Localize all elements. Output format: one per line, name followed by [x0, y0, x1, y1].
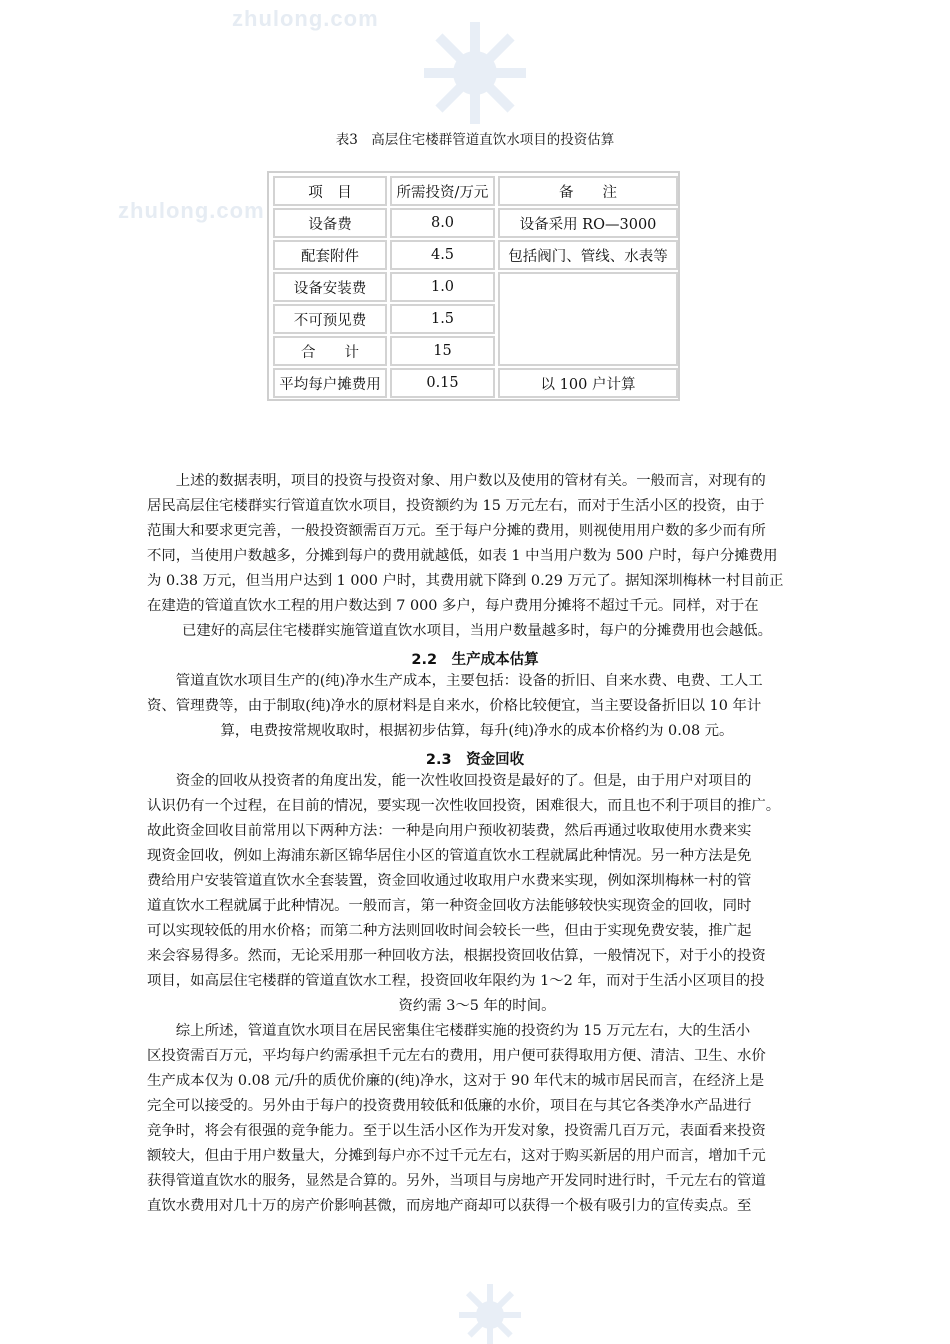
text-line: 故此资金回收目前常用以下两种方法：一种是向用户预收初装费，然后再通过收取使用水费来实 — [147, 823, 752, 839]
paragraph-investment-analysis — [147, 469, 807, 644]
text-line: 认识仍有一个过程，在目前的情况，要实现一次性收回投资，困难很大，而且也不利于项目的推广。 — [147, 798, 781, 814]
table-cell: 15 — [390, 336, 495, 366]
table-header-item: 项 目 — [273, 176, 387, 206]
table-header-remark: 备 注 — [498, 176, 678, 206]
text-line: 资、管理费等，由于制取(纯)净水的原材料是自来水，价格比较便宜，当主要设备折旧以 10 年计 — [147, 698, 762, 714]
section-heading-2-2: 2.2 生产成本估算 — [411, 652, 539, 668]
table-cell: 合 计 — [273, 336, 387, 366]
text-line: 来会容易得多。然而，无论采用那一种回收方法，根据投资回收估算，一般情况下，对于小的投资 — [147, 948, 766, 964]
table-cell: 1.0 — [390, 272, 495, 302]
text-line: 直饮水费用对几十万的房产价影响甚微，而房地产商却可以获得一个极有吸引力的宣传卖点。至 — [147, 1198, 752, 1214]
text-line: 道直饮水工程就属于此种情况。一般而言，第一种资金回收方法能够较快实现资金的回收，同时 — [147, 898, 752, 914]
section-heading-2-3: 2.3 资金回收 — [425, 752, 525, 768]
text-line: 费给用户安装管道直饮水全套装置，资金回收通过收取用户水费来实现，例如深圳梅林一村的管 — [147, 873, 752, 889]
text-line: 生产成本仅为 0.08 元/升的质优价廉的(纯)净水，这对于 90 年代末的城市居民而言，在经济上是 — [147, 1073, 765, 1089]
table-cell: 设备采用 RO—3000 — [498, 208, 678, 238]
text-line: 管道直饮水项目生产的(纯)净水生产成本，主要包括：设备的折旧、自来水费、电费、工人工 — [147, 673, 763, 689]
text-line: 综上所述，管道直饮水项目在居民密集住宅楼群实施的投资约为 15 万元左右，大的生活小 — [147, 1023, 751, 1039]
table-cell: 包括阀门、管线、水表等 — [498, 240, 678, 270]
text-line: 资约需 3～5 年的时间。 — [398, 998, 556, 1014]
text-line: 额较大，但由于用户数量大，分摊到每户亦不过千元左右，这对于购买新居的用户而言，增加千元 — [147, 1148, 766, 1164]
text-line: 资金的回收从投资者的角度出发，能一次性收回投资是最好的了。但是，由于用户对项目的 — [147, 773, 752, 789]
text-line: 上述的数据表明，项目的投资与投资对象、用户数以及使用的管材有关。一般而言，对现有的 — [147, 473, 766, 489]
table-cell: 1.5 — [390, 304, 495, 334]
text-line: 竞争时，将会有很强的竞争能力。至于以生活小区作为开发对象，投资需几百万元，表面看来投资 — [147, 1123, 766, 1139]
investment-table — [267, 171, 680, 401]
text-line: 算，电费按常规收取时，根据初步估算，每升(纯)净水的成本价格约为 0.08 元。 — [220, 723, 734, 739]
text-line: 为 0.38 万元，但当用户达到 1 000 户时，其费用就下降到 0.29 万元了。据知深圳梅林一村目前正 — [147, 573, 784, 589]
table-cell: 设备费 — [273, 208, 387, 238]
text-line: 在建造的管道直饮水工程的用户数达到 7 000 多户，每户费用分摊将不超过千元。同样，对于在 — [147, 598, 759, 614]
text-line: 范围大和要求更完善，一般投资额需百万元。至于每户分摊的费用，则视使用用户数的多少而有所 — [147, 523, 766, 539]
table-cell: 以 100 户计算 — [498, 368, 678, 398]
text-line: 获得管道直饮水的服务，显然是合算的。另外，当项目与房地产开发同时进行时，千元左右的管道 — [147, 1173, 766, 1189]
text-line: 可以实现较低的用水价格；而第二种方法则回收时间会较长一些，但由于实现免费安装，推广起 — [147, 923, 752, 939]
table-cell: 平均每户摊费用 — [273, 368, 387, 398]
text-line: 现资金回收，例如上海浦东新区锦华居住小区的管道直饮水工程就属此种情况。另一种方法是免 — [147, 848, 752, 864]
snowflake-logo-bottom-icon — [455, 1280, 525, 1344]
text-line: 不同，当使用户数越多，分摊到每户的费用就越低，如表 1 中当用户数为 500 户时，每户分摊费用 — [147, 548, 778, 564]
text-line: 已建好的高层住宅楼群实施管道直饮水项目，当用户数量越多时，每户的分摊费用也会越低。 — [181, 623, 773, 639]
text-line: 居民高层住宅楼群实行管道直饮水项目，投资额约为 15 万元左右，而对于生活小区的投资，由于 — [147, 498, 765, 514]
table-header-investment: 所需投资/万元 — [390, 176, 495, 206]
table-cell: 设备安装费 — [273, 272, 387, 302]
paragraph-fund-recovery — [147, 769, 807, 1019]
table-cell-merged — [498, 272, 678, 366]
watermark-mid: zhulong.com — [118, 198, 265, 223]
text-line: 项目，如高层住宅楼群的管道直饮水工程，投资回收年限约为 1～2 年，而对于生活小区项目的投 — [147, 973, 765, 989]
table-cell: 不可预见费 — [273, 304, 387, 334]
table-cell: 4.5 — [390, 240, 495, 270]
table-cell: 配套附件 — [273, 240, 387, 270]
text-line: 区投资需百万元，平均每户约需承担千元左右的费用，用户便可获得取用方便、清洁、卫生、水价 — [147, 1048, 766, 1064]
watermark-top: zhulong.com — [232, 6, 379, 31]
table-cell: 8.0 — [390, 208, 495, 238]
table-cell: 0.15 — [390, 368, 495, 398]
paragraph-summary — [147, 1019, 807, 1219]
table-caption: 表3 高层住宅楼群管道直饮水项目的投资估算 — [335, 132, 615, 148]
paragraph-production-cost — [147, 669, 807, 744]
snowflake-logo-icon — [420, 18, 530, 128]
text-line: 完全可以接受的。另外由于每户的投资费用较低和低廉的水价，项目在与其它各类净水产品进行 — [147, 1098, 752, 1114]
